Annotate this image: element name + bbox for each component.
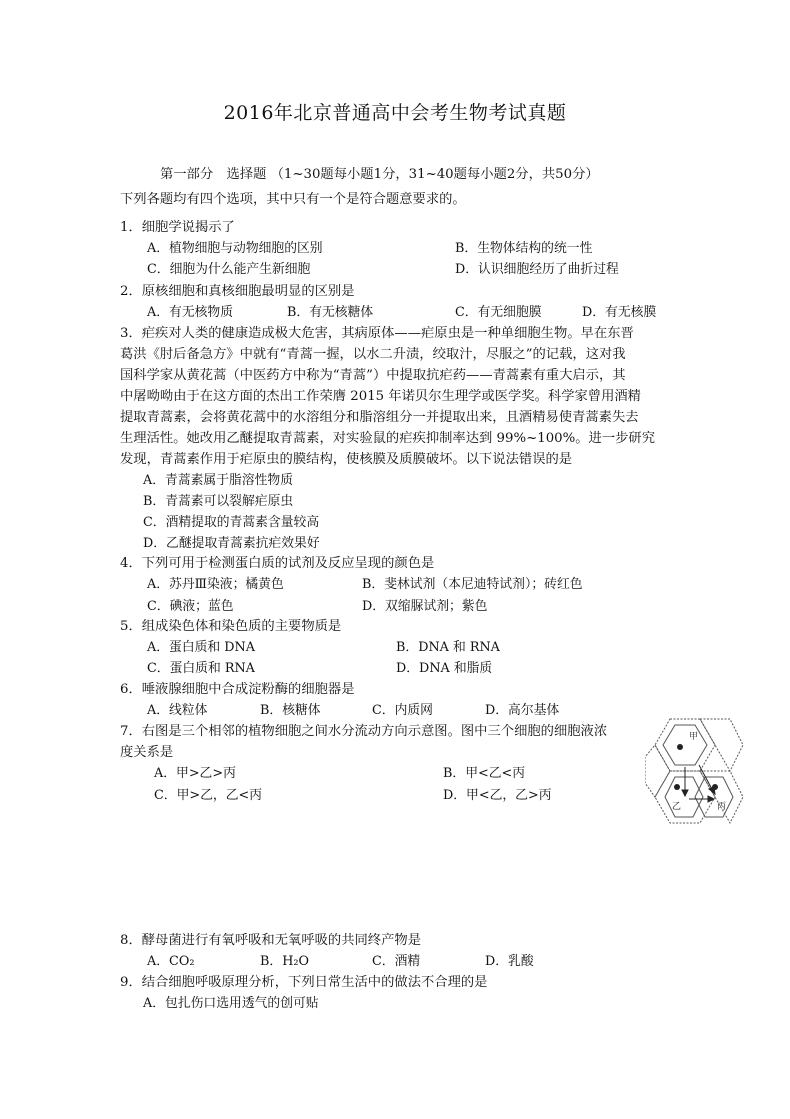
- q8-option-d: D．乳酸: [485, 954, 534, 969]
- q7-option-d: D．甲<乙，乙>丙: [443, 788, 552, 803]
- q7-option-c: C．甲>乙，乙<丙: [154, 788, 263, 803]
- q8-option-b: B．H₂O: [260, 954, 309, 969]
- q3-line: 葛洪《肘后备急方》中就有“青蒿一握，以水二升渍，绞取汁，尽服之”的记载，这对我: [120, 347, 626, 362]
- q2-option-d: D．有无核膜: [582, 305, 657, 320]
- section-instruction: 下列各题均有四个选项，其中只有一个是符合题意要求的。: [120, 192, 466, 207]
- q7-stem-cont: 度关系是: [120, 745, 174, 760]
- q3-line: 发现，青蒿素作用于疟原虫的膜结构，使核膜及质膜破坏。以下说法错误的是: [120, 452, 573, 467]
- q5-option-b: B．DNA 和 RNA: [396, 640, 500, 655]
- q4-stem: 4．下列可用于检测蛋白质的试剂及反应呈现的颜色是: [120, 556, 435, 571]
- q3-line: 提取青蒿素，会将黄花蒿中的水溶组分和脂溶组分一并提取出来，且酒精易使青蒿素失去: [120, 410, 639, 425]
- q6-option-d: D．高尔基体: [485, 703, 560, 718]
- q9-stem: 9．结合细胞呼吸原理分析，下列日常生活中的做法不合理的是: [120, 975, 488, 990]
- q8-stem: 8．酵母菌进行有氧呼吸和无氧呼吸的共同终产物是: [120, 933, 421, 948]
- q9-option-a: A．包扎伤口选用透气的创可贴: [143, 996, 319, 1011]
- nucleus-jia: [677, 744, 683, 750]
- q6-option-c: C．内质网: [372, 703, 433, 718]
- q3-option-b: B．青蒿素可以裂解疟原虫: [143, 494, 294, 509]
- cells-figure: [645, 717, 745, 827]
- q3-line: 国科学家从黄花蒿（中医药方中称为“青蒿”）中提取抗疟药——青蒿素有重大启示，其: [120, 368, 626, 383]
- q8-option-c: C．酒精: [372, 954, 421, 969]
- q5-stem: 5．组成染色体和染色质的主要物质是: [120, 619, 342, 634]
- nucleus-yi: [674, 784, 680, 790]
- q7-option-a: A．甲>乙>丙: [154, 766, 236, 781]
- q5-option-a: A．蛋白质和 DNA: [147, 640, 255, 655]
- q1-option-d: D．认识细胞经历了曲折过程: [455, 262, 619, 277]
- page-title: 2016年北京普通高中会考生物考试真题: [223, 102, 567, 124]
- q3-line: 中屠呦呦由于在这方面的杰出工作荣膺 2015 年诺贝尔生理学或医学奖。科学家曾用酒精: [120, 389, 641, 404]
- q1-stem: 1．细胞学说揭示了: [120, 220, 235, 235]
- q6-option-b: B．核糖体: [260, 703, 321, 718]
- q2-stem: 2．原核细胞和真核细胞最明显的区别是: [120, 284, 355, 299]
- q3-option-a: A．青蒿素属于脂溶性物质: [143, 473, 294, 488]
- q4-option-b: B．斐林试剂（本尼迪特试剂）；砖红色: [362, 577, 583, 592]
- q2-option-b: B．有无核糖体: [287, 305, 374, 320]
- label-jia: 甲: [689, 732, 699, 742]
- q7-option-b: B．甲<乙<丙: [443, 766, 526, 781]
- q5-option-c: C．蛋白质和 RNA: [147, 661, 255, 676]
- q1-option-b: B．生物体结构的统一性: [455, 241, 593, 256]
- q3-line: 3．疟疾对人类的健康造成极大危害，其病原体——疟原虫是一种单细胞生物。早在东晋: [120, 326, 634, 341]
- q1-option-c: C．细胞为什么能产生新细胞: [147, 262, 311, 277]
- q3-line: 生理活性。她改用乙醚提取青蒿素，对实验鼠的疟疾抑制率达到 99%~100%。进一步研究: [120, 431, 656, 446]
- q4-option-d: D．双缩脲试剂；紫色: [362, 599, 488, 614]
- q7-stem: 7．右图是三个相邻的植物细胞之间水分流动方向示意图。图中三个细胞的细胞液浓: [120, 724, 608, 739]
- q5-option-d: D．DNA 和脂质: [396, 661, 493, 676]
- q4-option-a: A．苏丹Ⅲ染液；橘黄色: [147, 577, 284, 592]
- q2-option-a: A．有无核物质: [147, 305, 234, 320]
- cells-diagram: [645, 717, 745, 827]
- label-yi: 乙: [672, 802, 682, 812]
- q6-stem: 6．唾液腺细胞中合成淀粉酶的细胞器是: [120, 682, 355, 697]
- q4-option-c: C．碘液；蓝色: [147, 599, 234, 614]
- label-bing: 丙: [717, 802, 727, 812]
- q6-option-a: A．线粒体: [147, 703, 208, 718]
- q3-option-c: C．酒精提取的青蒿素含量较高: [143, 515, 320, 530]
- q1-option-a: A．植物细胞与动物细胞的区别: [147, 241, 323, 256]
- q8-option-a: A．CO₂: [147, 954, 195, 969]
- q3-option-d: D．乙醚提取青蒿素抗疟效果好: [143, 536, 320, 551]
- section-heading: 第一部分 选择题 （1~30题每小题1分，31~40题每小题2分，共50分）: [160, 167, 599, 182]
- q2-option-c: C．有无细胞膜: [455, 305, 542, 320]
